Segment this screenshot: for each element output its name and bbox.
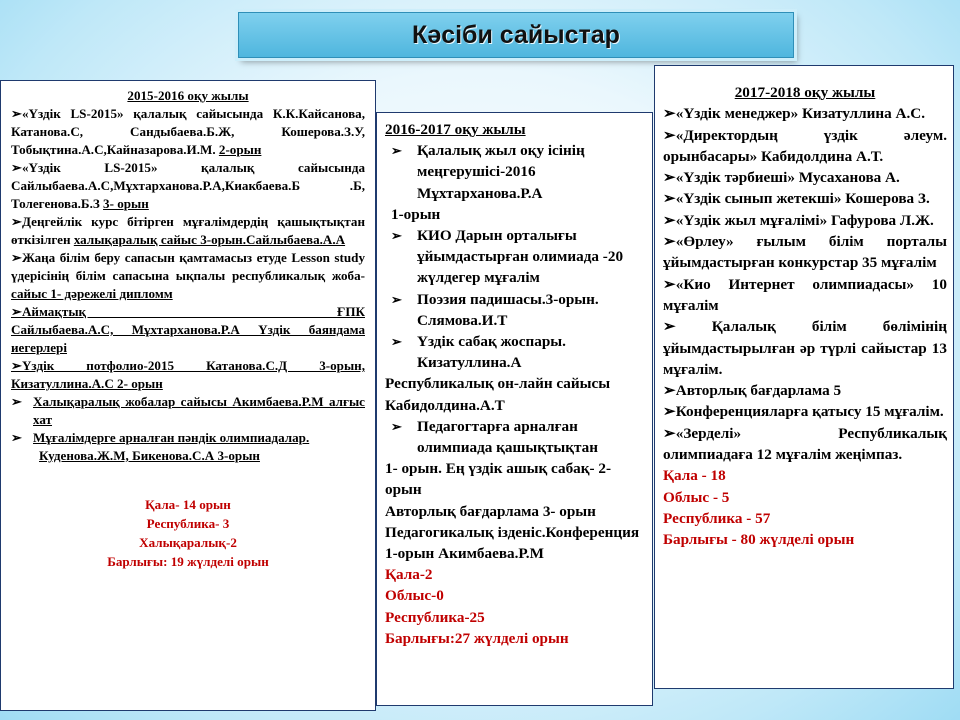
entry-text: Үздік сабақ жоспары. Кизатуллина.А xyxy=(417,333,566,372)
entry-lesson-study xyxy=(11,249,365,303)
entry-text: ➢«Үздік LS-2015» қалалық сайысында К.К.Кайсанова, Катанова.С, Сандыбаева.Б.Ж, Кошерова.З.У, Тобықтина.А.С,Кайназарова.И.М. xyxy=(11,106,365,157)
entry-text: Педагогтарға арналған олимпиада қашықтықтан xyxy=(417,417,599,457)
entry-poetry xyxy=(385,289,646,331)
summary-republic: Республика - 57 xyxy=(663,509,771,527)
summary-total: Барлығы - 80 жүлделі орын xyxy=(663,531,855,549)
entry-place: 2-орын xyxy=(218,142,262,157)
arrow-bullet-icon: ➢ xyxy=(391,334,402,350)
entry-kio-olympiad xyxy=(385,225,646,289)
arrow-bullet-icon: ➢ xyxy=(11,394,22,409)
summary-total: Барлығы:27 жүлделі орын xyxy=(385,629,569,647)
entry-text: ➢«Үздік LS-2015» қалалық сайысында Сайлыбаева.А.С,Мұхтарханова.Р.А,Киакбаева.Б .Б, Толегенова.Б.З xyxy=(11,160,365,211)
entry-portfolio: ➢Үздік потфолио-2015 Катанова.С.Д 3-орын, Кизатуллина.А.С 2- орын xyxy=(11,358,365,391)
entry-head: ➢Аймақтық ҒПК xyxy=(11,304,365,319)
entry-text: ➢Деңгейлік курс бітірген мұғалімдердің қашықтықтан өткізілген xyxy=(11,214,365,247)
summary-city: Қала- 14 орын xyxy=(145,497,231,512)
entry-best-manager: ➢«Үздік менеджер» Кизатуллина А.С. xyxy=(663,105,926,123)
entry-text: Поэзия падишасы.3-орын. Слямова.И.Т xyxy=(417,290,599,329)
entry-text: Сайлыбаева.А.С, Мұхтарханова.Р.А Үздік баяндама иегерлері xyxy=(11,322,365,355)
entry-orleu-contests: ➢«Өрлеу» ғылым білім порталы ұйымдастырған конкурстар 35 мұғалім xyxy=(663,233,947,272)
entry-text: Қалалық жыл оқу ісінің меңгерушісі-2016 Мұхтарханова.Р.А xyxy=(417,142,585,202)
entry-author-program: Авторлық бағдарлама 3- орын Педагогикалық ізденіс.Конференция 1-орын Акимбаева.Р.М xyxy=(385,502,640,563)
entry-best-class-teacher: ➢«Үздік сынып жетекші» Кошерова З. xyxy=(663,190,930,208)
arrow-bullet-icon: ➢ xyxy=(391,143,402,159)
year-heading: 2016-2017 оқу жылы xyxy=(385,121,526,138)
entry-place: 3- орын xyxy=(103,196,149,211)
entry-subject-olympiad xyxy=(11,429,365,447)
entry-lesson-plan xyxy=(385,331,646,373)
page-title: Кәсіби сайыстар xyxy=(238,12,794,58)
arrow-bullet-icon: ➢ xyxy=(391,418,402,434)
summary-international: Халықаралық-2 xyxy=(139,535,237,550)
entry-place: сайыс 1- дәрежелі дипломм xyxy=(11,286,173,301)
panel-2017-2018 xyxy=(654,65,954,689)
panel-2016-2017 xyxy=(376,112,653,706)
entry-regional-conf xyxy=(11,303,365,357)
arrow-bullet-icon: ➢ xyxy=(391,228,402,244)
summary-region: Облыс-0 xyxy=(385,587,444,605)
entry-teacher-olympiad xyxy=(385,416,646,458)
summary-republic: Республика- 3 xyxy=(146,516,230,531)
arrow-bullet-icon: ➢ xyxy=(391,291,402,307)
entry-kio-internet: ➢«Кио Интернет олимпиадасы» 10 мұғалім xyxy=(663,275,947,314)
entry-conferences: ➢Конференцияларға қатысу 15 мұғалім. xyxy=(663,403,944,421)
summary-total: Барлығы: 19 жүлделі орын xyxy=(107,554,269,569)
entry-ls-2015-b xyxy=(11,159,365,213)
year-heading: 2017-2018 оқу жылы xyxy=(734,84,876,101)
panel-2015-2016 xyxy=(0,80,376,711)
entry-best-lesson: 1- орын. Ең үздік ашық сабақ- 2-орын xyxy=(385,460,612,499)
summary-republic: Республика-25 xyxy=(385,608,485,626)
summary-city: Қала - 18 xyxy=(663,467,726,485)
entry-names: Куденова.Ж.М, Бикенова.С.А 3-орын xyxy=(39,448,260,463)
entry-best-educator: ➢«Үздік тәрбиеші» Мусаханова А. xyxy=(663,169,900,187)
entry-text: Халықаралық жобалар сайысы Акимбаева.Р.М алғыс хат xyxy=(33,394,365,427)
entry-place: халықаралық сайыс 3-орын.Сайлыбаева.А.А xyxy=(73,232,346,247)
entry-online-contest: Республикалық он-лайн сайысы Кабидолдина.А.Т xyxy=(385,375,611,414)
entry-teacher-of-year: ➢«Үздік жыл мұғалімі» Гафурова Л.Ж. xyxy=(663,211,934,229)
entry-text: ➢Жаңа білім беру сапасын қамтамасыз етуде Lesson study үдерісінің білім сапасына ықпалы республикалық жоба- xyxy=(11,250,365,283)
entry-zerdeli: ➢«Зерделі» Республикалық олимпиадаға 12 мұғалім жеңімпаз. xyxy=(663,424,947,464)
entry-level-course xyxy=(11,213,365,249)
summary-city: Қала-2 xyxy=(385,566,433,584)
summary-region: Облыс - 5 xyxy=(663,488,730,506)
entry-head-teacher xyxy=(385,140,646,204)
entry-text: Мұғалімдерге арналған пәндік олимпиадалар. xyxy=(33,430,310,445)
entry-international-projects xyxy=(11,393,365,429)
entry-place: 1-орын xyxy=(391,205,441,223)
entry-author-program: ➢Авторлық бағдарлама 5 xyxy=(663,382,842,400)
year-heading: 2015-2016 оқу жылы xyxy=(127,88,249,103)
entry-best-deputy: ➢«Директордың үздік әлеум. орынбасары» Кабидолдина А.Т. xyxy=(663,126,947,165)
entry-ls-2015-a xyxy=(11,105,365,159)
entry-city-contests: ➢ Қалалық білім бөлімінің ұйымдастырылған әр түрлі сайыстар 13 мұғалім. xyxy=(663,318,947,378)
arrow-bullet-icon: ➢ xyxy=(11,430,22,445)
entry-text: КИО Дарын орталығы ұйымдастырған олимиада -20 жүлдегер мұғалім xyxy=(417,227,624,287)
